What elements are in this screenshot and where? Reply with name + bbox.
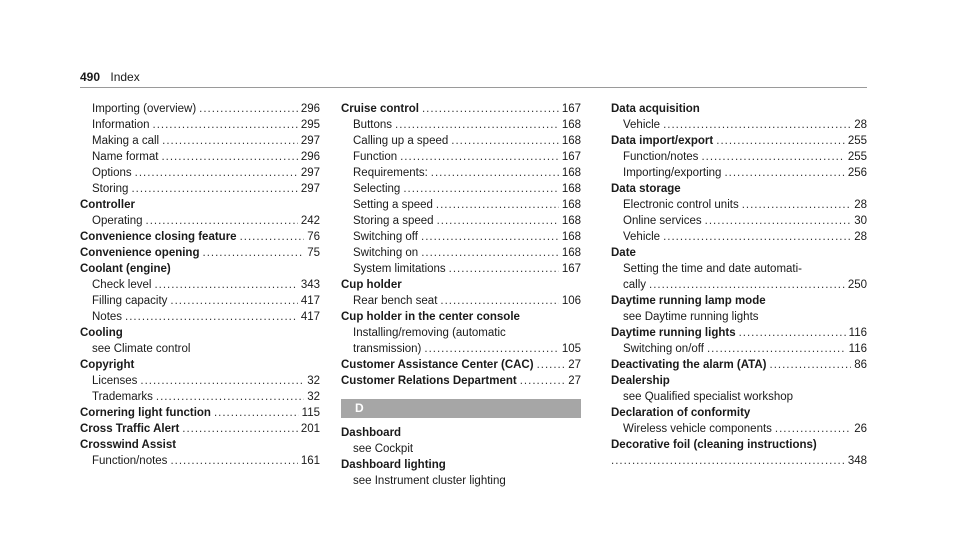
index-subentry[interactable]: Function/notes ..... 255	[611, 149, 867, 165]
index-entry[interactable]: Data import/export ..... 255	[611, 133, 867, 149]
index-subentry-text: Setting the time and date automati-	[623, 263, 802, 275]
index-column-3	[611, 101, 867, 469]
index-subentry[interactable]: Information ..... 295	[80, 117, 320, 133]
index-heading: Dealership	[611, 375, 670, 387]
index-column-2	[341, 101, 581, 489]
index-heading: Date	[611, 247, 636, 259]
index-subentry[interactable]: Vehicle ..... 28	[611, 117, 867, 133]
index-heading: Cup holder	[341, 279, 402, 291]
index-subentry[interactable]: Filling capacity ..... 417	[80, 293, 320, 309]
see-reference[interactable]: see Qualified specialist workshop	[623, 391, 794, 403]
index-subentry[interactable]: Storing ..... 297	[80, 181, 320, 197]
index-heading: Copyright	[80, 359, 135, 371]
index-entry-page-line[interactable]: ..... 348	[611, 453, 867, 469]
index-subentry[interactable]: transmission) ..... 105	[341, 341, 581, 357]
index-subentry[interactable]: Calling up a speed ..... 168	[341, 133, 581, 149]
index-subentry[interactable]: cally ..... 250	[611, 277, 867, 293]
index-subentry[interactable]: Making a call ..... 297	[80, 133, 320, 149]
see-reference[interactable]: see Cockpit	[353, 443, 414, 455]
index-heading: Cooling	[80, 327, 123, 339]
index-subentry[interactable]: Setting a speed ..... 168	[341, 197, 581, 213]
index-subentry[interactable]: Vehicle ..... 28	[611, 229, 867, 245]
index-subentry[interactable]: Trademarks ..... 32	[80, 389, 320, 405]
see-reference[interactable]: see Daytime running lights	[623, 311, 759, 323]
index-column-1	[80, 101, 320, 469]
index-subentry[interactable]: Importing (overview) ..... 296	[80, 101, 320, 117]
index-subentry[interactable]: Buttons ..... 168	[341, 117, 581, 133]
index-subentry[interactable]: Wireless vehicle components ..... 26	[611, 421, 867, 437]
see-reference[interactable]: see Instrument cluster lighting	[353, 475, 506, 487]
index-subentry[interactable]: Importing/exporting ..... 256	[611, 165, 867, 181]
index-subentry[interactable]: Storing a speed ..... 168	[341, 213, 581, 229]
index-subentry[interactable]: Switching on/off ..... 116	[611, 341, 867, 357]
index-entry[interactable]: Cross Traffic Alert ..... 201	[80, 421, 320, 437]
page-header	[80, 70, 140, 84]
index-subentry[interactable]: Switching off ..... 168	[341, 229, 581, 245]
index-subentry[interactable]: Requirements: ..... 168	[341, 165, 581, 181]
index-subentry[interactable]: Check level ..... 343	[80, 277, 320, 293]
index-heading: Dashboard	[341, 427, 402, 439]
page-number: 490	[80, 70, 101, 84]
index-subentry[interactable]: Switching on ..... 168	[341, 245, 581, 261]
index-entry[interactable]: Customer Assistance Center (CAC) ..... 27	[341, 357, 581, 373]
index-heading: Crosswind Assist	[80, 439, 177, 451]
index-heading: Data storage	[611, 183, 681, 195]
index-subentry-text: Installing/removing (automatic	[353, 327, 506, 339]
index-subentry[interactable]: Online services ..... 30	[611, 213, 867, 229]
letter-section-bar: D	[341, 399, 581, 418]
index-heading: Daytime running lamp mode	[611, 295, 766, 307]
index-heading: Controller	[80, 199, 135, 211]
index-heading: Dashboard lighting	[341, 459, 446, 471]
index-heading: Decorative foil (cleaning instructions)	[611, 439, 817, 451]
see-reference[interactable]: see Climate control	[92, 343, 191, 355]
index-subentry[interactable]: Name format ..... 296	[80, 149, 320, 165]
index-entry[interactable]: Cornering light function ..... 115	[80, 405, 320, 421]
section-title: Index	[110, 70, 140, 84]
index-subentry[interactable]: Function ..... 167	[341, 149, 581, 165]
index-entry[interactable]: Customer Relations Department ..... 27	[341, 373, 581, 389]
index-entry[interactable]: Cruise control ..... 167	[341, 101, 581, 117]
index-heading: Cup holder in the center console	[341, 311, 520, 323]
index-subentry[interactable]: Licenses ..... 32	[80, 373, 320, 389]
index-subentry[interactable]: Operating ..... 242	[80, 213, 320, 229]
index-subentry[interactable]: Options ..... 297	[80, 165, 320, 181]
index-subentry[interactable]: Notes ..... 417	[80, 309, 320, 325]
index-entry[interactable]: Convenience closing feature ..... 76	[80, 229, 320, 245]
index-heading: Coolant (engine)	[80, 263, 171, 275]
header-rule	[80, 87, 867, 88]
index-subentry[interactable]: System limitations ..... 167	[341, 261, 581, 277]
index-subentry[interactable]: Electronic control units ..... 28	[611, 197, 867, 213]
index-subentry[interactable]: Rear bench seat ..... 106	[341, 293, 581, 309]
index-heading: Declaration of conformity	[611, 407, 751, 419]
index-entry[interactable]: Convenience opening ..... 75	[80, 245, 320, 261]
index-entry[interactable]: Deactivating the alarm (ATA) ..... 86	[611, 357, 867, 373]
index-subentry[interactable]: Selecting ..... 168	[341, 181, 581, 197]
index-subentry[interactable]: Function/notes ..... 161	[80, 453, 320, 469]
index-entry[interactable]: Daytime running lights ..... 116	[611, 325, 867, 341]
index-heading: Data acquisition	[611, 103, 700, 115]
